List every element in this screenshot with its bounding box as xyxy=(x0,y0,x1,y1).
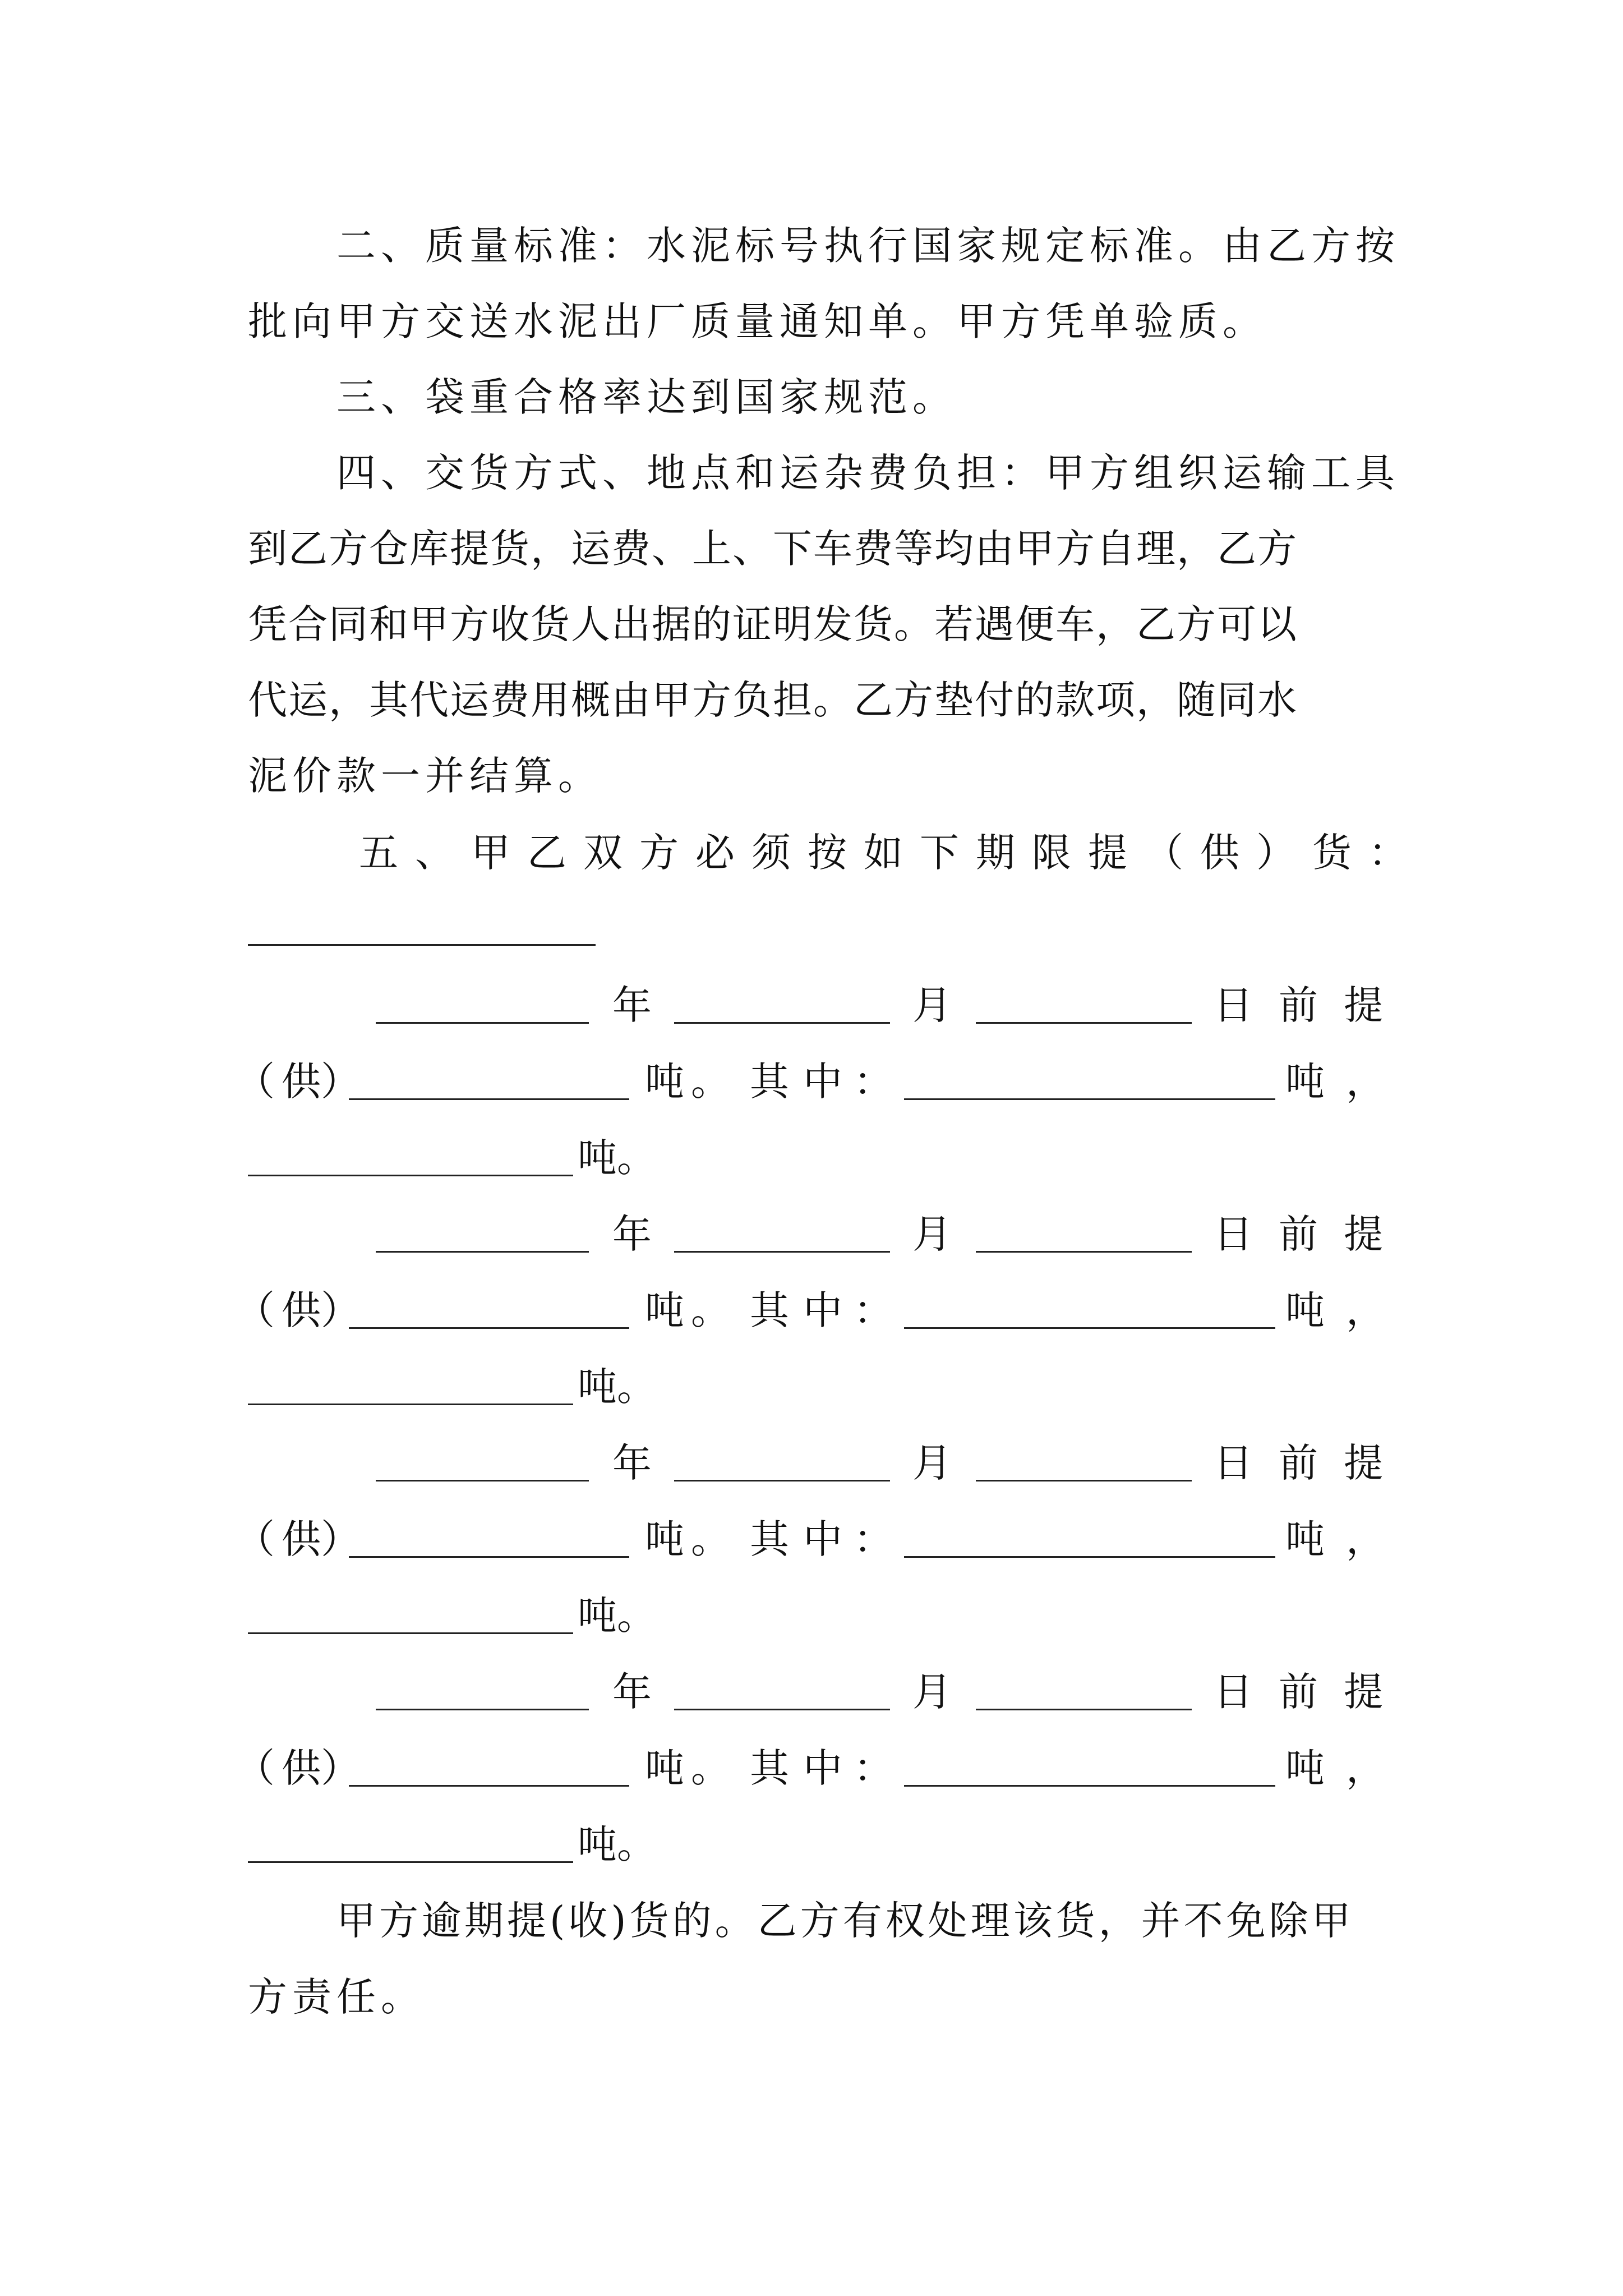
among-label: 其 xyxy=(750,1059,789,1105)
text: 二、质量标准：水泥标号执行国家规定标准。由乙方按 xyxy=(336,223,1400,269)
clause-5-blank-line xyxy=(248,891,1383,967)
middle-label: 中 xyxy=(803,1516,842,1562)
schedule-entry-2-date xyxy=(248,1196,1383,1272)
close-paren: ） xyxy=(321,1287,360,1333)
among-label: 其 xyxy=(750,1745,789,1791)
comma-label: ， xyxy=(1346,1745,1385,1791)
month-label: 月 xyxy=(912,1669,952,1715)
rest-tons-blank[interactable] xyxy=(248,1361,573,1405)
clause-4-line-4 xyxy=(248,662,1383,738)
period-label: 。 xyxy=(691,1516,730,1562)
ton-label-2: 吨 xyxy=(1285,1059,1325,1105)
day-label: 日 xyxy=(1214,1440,1253,1486)
month-blank[interactable] xyxy=(674,1208,890,1253)
schedule-entry-4-rest xyxy=(248,1806,1383,1883)
total-tons-blank[interactable] xyxy=(349,1513,629,1558)
colon-label: ： xyxy=(854,1745,893,1791)
clause-4-line-2 xyxy=(248,510,1383,587)
supply-label: 供 xyxy=(282,1287,321,1333)
schedule-entry-1-date xyxy=(248,967,1383,1043)
before-label: 前 xyxy=(1279,1669,1318,1715)
rest-tons-blank[interactable] xyxy=(248,1590,573,1634)
clause-2-line-1 xyxy=(336,208,1400,284)
text: 批向甲方交送水泥出厂质量通知单。甲方凭单验质。 xyxy=(248,298,1267,344)
year-label: 年 xyxy=(612,982,652,1028)
schedule-entry-3-rest xyxy=(248,1577,1383,1654)
clause-4-line-5 xyxy=(248,738,1383,814)
total-tons-blank[interactable] xyxy=(349,1742,629,1787)
month-label: 月 xyxy=(912,1211,952,1257)
closing-clause-line-1 xyxy=(336,1883,1383,1959)
supply-label: 供 xyxy=(282,1745,321,1791)
schedule-entry-2-qty xyxy=(236,1272,1385,1349)
day-label: 日 xyxy=(1214,982,1253,1028)
period-label: 。 xyxy=(691,1745,730,1791)
middle-label: 中 xyxy=(803,1059,842,1105)
day-label: 日 xyxy=(1214,1211,1253,1257)
day-blank[interactable] xyxy=(976,1208,1192,1253)
pickup-label: 提 xyxy=(1344,1211,1383,1257)
part-tons-blank[interactable] xyxy=(904,1056,1275,1100)
month-label: 月 xyxy=(912,982,952,1028)
year-blank[interactable] xyxy=(376,1437,589,1481)
open-paren: （ xyxy=(236,1745,275,1791)
before-label: 前 xyxy=(1279,1211,1318,1257)
period-label: 。 xyxy=(691,1059,730,1105)
open-paren: （ xyxy=(236,1516,275,1562)
total-tons-blank[interactable] xyxy=(349,1285,629,1329)
colon-label: ： xyxy=(854,1059,893,1105)
text: 方责任。 xyxy=(248,1974,425,2020)
clause-4-line-3 xyxy=(248,586,1383,662)
ton-label-2: 吨 xyxy=(1285,1745,1325,1791)
closing-clause-line-2 xyxy=(248,1959,1383,2035)
middle-label: 中 xyxy=(803,1745,842,1791)
text: 甲方逾期提(收)货的。乙方有权处理该货，并不免除甲 xyxy=(336,1898,1354,1944)
pickup-label: 提 xyxy=(1344,1440,1383,1486)
among-label: 其 xyxy=(750,1287,789,1333)
day-blank[interactable] xyxy=(976,1437,1192,1481)
year-label: 年 xyxy=(612,1669,652,1715)
day-blank[interactable] xyxy=(976,1666,1192,1710)
text: 到乙方仓库提货，运费、上、下车费等均由甲方自理，乙方 xyxy=(248,526,1298,572)
ton-label: 吨 xyxy=(645,1059,684,1105)
schedule-entry-1-rest xyxy=(248,1120,1383,1196)
clause-2-line-2 xyxy=(248,283,1383,360)
schedule-entry-4-qty xyxy=(236,1730,1385,1806)
year-label: 年 xyxy=(612,1440,652,1486)
pickup-label: 提 xyxy=(1344,1669,1383,1715)
close-paren: ） xyxy=(321,1059,360,1105)
ton-end-label: 吨。 xyxy=(578,1821,656,1867)
part-tons-blank[interactable] xyxy=(904,1285,1275,1329)
schedule-entry-4-date xyxy=(248,1654,1383,1730)
year-blank[interactable] xyxy=(376,1666,589,1710)
part-tons-blank[interactable] xyxy=(904,1742,1275,1787)
text: 代运，其代运费用概由甲方负担。乙方垫付的款项，随同水 xyxy=(248,677,1298,723)
schedule-entry-3-qty xyxy=(236,1501,1385,1577)
comma-label: ， xyxy=(1346,1516,1385,1562)
ton-label-2: 吨 xyxy=(1285,1516,1325,1562)
colon-label: ： xyxy=(854,1516,893,1562)
day-blank[interactable] xyxy=(976,979,1192,1024)
schedule-entry-2-rest xyxy=(248,1349,1383,1425)
clause-4-line-1 xyxy=(336,435,1400,511)
before-label: 前 xyxy=(1279,982,1318,1028)
ton-end-label: 吨。 xyxy=(578,1593,656,1639)
text: 四、交货方式、地点和运杂费负担：甲方组织运输工具 xyxy=(336,450,1400,496)
month-label: 月 xyxy=(912,1440,952,1486)
month-blank[interactable] xyxy=(674,1437,890,1481)
supply-label: 供 xyxy=(282,1516,321,1562)
text: 凭合同和甲方收货人出据的证明发货。若遇便车，乙方可以 xyxy=(248,601,1298,647)
supply-label: 供 xyxy=(282,1059,321,1105)
ton-label: 吨 xyxy=(645,1745,684,1791)
among-label: 其 xyxy=(750,1516,789,1562)
rest-tons-blank[interactable] xyxy=(248,1819,573,1863)
schedule-entry-3-date xyxy=(248,1425,1383,1501)
ton-label: 吨 xyxy=(645,1516,684,1562)
ton-end-label: 吨。 xyxy=(578,1135,656,1181)
open-paren: （ xyxy=(236,1287,275,1333)
rest-tons-blank[interactable] xyxy=(248,1132,573,1176)
day-label: 日 xyxy=(1214,1669,1253,1715)
middle-label: 中 xyxy=(803,1287,842,1333)
text: 五、甲乙双方必须按如下期限提（供）货： xyxy=(359,830,1424,876)
ton-label: 吨 xyxy=(645,1287,684,1333)
colon-label: ： xyxy=(854,1287,893,1333)
period-label: 。 xyxy=(691,1287,730,1333)
before-label: 前 xyxy=(1279,1440,1318,1486)
ton-end-label: 吨。 xyxy=(578,1364,656,1410)
year-blank[interactable] xyxy=(376,979,589,1024)
pickup-label: 提 xyxy=(1344,982,1383,1028)
month-blank[interactable] xyxy=(674,979,890,1024)
schedule-entry-1-qty xyxy=(236,1043,1385,1120)
year-blank[interactable] xyxy=(376,1208,589,1253)
open-paren: （ xyxy=(236,1059,275,1105)
month-blank[interactable] xyxy=(674,1666,890,1710)
comma-label: ， xyxy=(1346,1287,1385,1333)
text: 三、袋重合格率达到国家规范。 xyxy=(336,374,957,420)
clause-3-line-1 xyxy=(336,359,1383,435)
year-label: 年 xyxy=(612,1211,652,1257)
part-tons-blank[interactable] xyxy=(904,1513,1275,1558)
clause-5-line-1 xyxy=(359,815,1424,891)
close-paren: ） xyxy=(321,1516,360,1562)
comma-label: ， xyxy=(1346,1059,1385,1105)
fill-blank[interactable] xyxy=(248,910,596,946)
text: 泥价款一并结算。 xyxy=(248,753,602,799)
total-tons-blank[interactable] xyxy=(349,1056,629,1100)
close-paren: ） xyxy=(321,1745,360,1791)
ton-label-2: 吨 xyxy=(1285,1287,1325,1333)
